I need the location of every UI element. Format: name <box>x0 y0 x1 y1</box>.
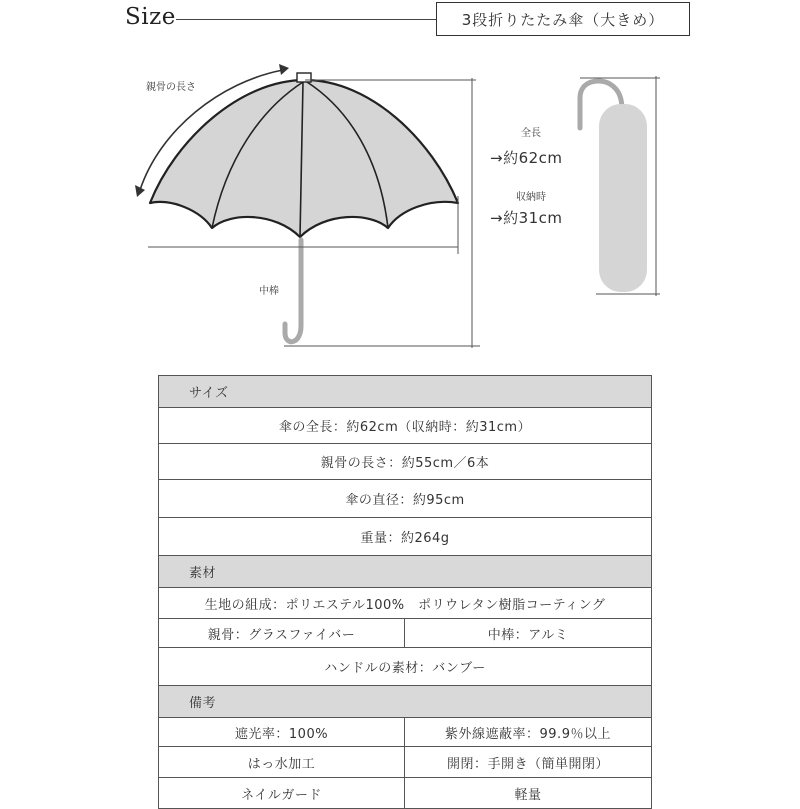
table-row <box>159 444 652 480</box>
size-section-header <box>159 376 652 408</box>
shading-rate-cell: 遮光率：100% <box>159 718 405 747</box>
full-length-label: 全長 <box>521 128 541 139</box>
uv-rate-cell: 紫外線遮蔽率：99.9％以上 <box>405 718 652 747</box>
rib-material-cell: 親骨：グラスファイバー <box>159 619 405 648</box>
opening-cell: 開閉：手開き（簡単開閉） <box>405 747 652 778</box>
notes-section-header <box>159 686 652 718</box>
size-heading: サイズ <box>159 376 652 408</box>
table-row <box>159 648 652 686</box>
shaft-label: 中棒 <box>259 286 279 297</box>
handle-material-cell: ハンドルの素材：バンブー <box>159 648 652 686</box>
total-length-cell: 傘の全長：約62cm（収納時：約31cm） <box>159 408 652 444</box>
notes-heading: 備考 <box>159 686 652 718</box>
folded-length-value: →約31cm <box>490 209 563 227</box>
weight-cell: 重量：約264g <box>159 518 652 556</box>
folded-umbrella-body <box>599 104 647 292</box>
shaft-material-cell: 中棒：アルミ <box>405 619 652 648</box>
folded-length-label: 収納時 <box>516 192 546 203</box>
water-repellent-cell: はっ水加工 <box>159 747 405 778</box>
spec-table <box>158 375 652 809</box>
table-row <box>159 747 652 778</box>
nail-guard-cell: ネイルガード <box>159 778 405 809</box>
rib-length-label: 親骨の長さ <box>146 82 196 93</box>
table-row <box>159 408 652 444</box>
table-row <box>159 778 652 809</box>
size-title: Size <box>125 4 176 30</box>
diameter-cell: 傘の直径：約95cm <box>159 480 652 518</box>
table-row <box>159 619 652 648</box>
rib-length-cell: 親骨の長さ：約55cm／6本 <box>159 444 652 480</box>
table-row <box>159 588 652 619</box>
table-row <box>159 480 652 518</box>
product-name-box: 3段折りたたみ傘（大きめ） <box>436 2 690 36</box>
table-row <box>159 518 652 556</box>
umbrella-shaft-handle <box>285 240 301 342</box>
umbrella-canopy <box>150 80 458 237</box>
table-row <box>159 718 652 747</box>
lightweight-cell: 軽量 <box>405 778 652 809</box>
full-length-value: →約62cm <box>490 149 563 167</box>
fabric-cell: 生地の組成：ポリエステル100% ポリウレタン樹脂コーティング <box>159 588 652 619</box>
umbrella-tip <box>297 73 311 82</box>
umbrella-diagram <box>0 0 800 370</box>
material-heading: 素材 <box>159 556 652 588</box>
material-section-header <box>159 556 652 588</box>
